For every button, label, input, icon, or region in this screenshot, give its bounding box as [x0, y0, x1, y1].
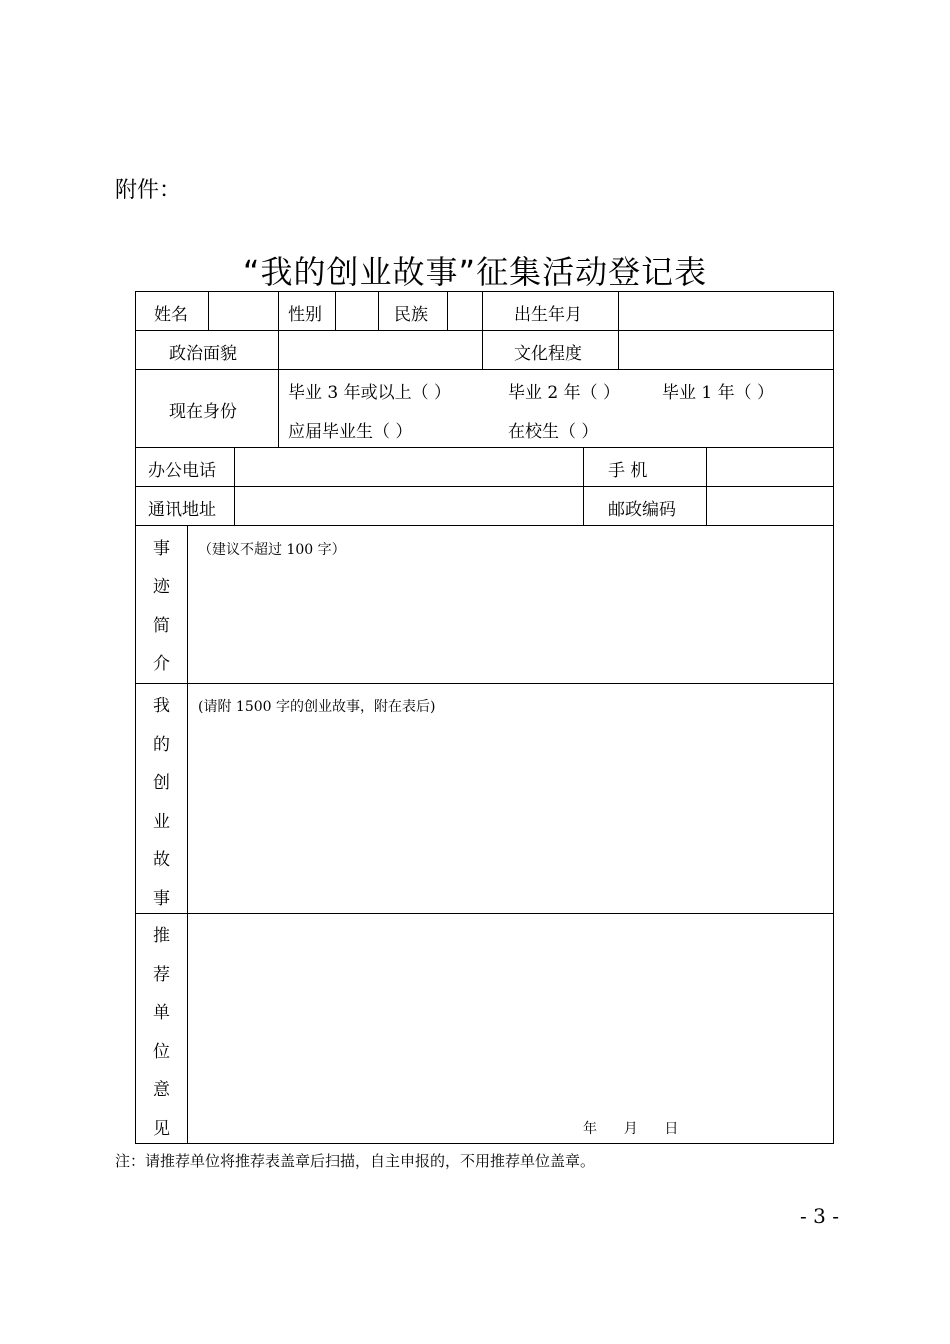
- political-label: 政治面貌: [169, 344, 237, 364]
- col-divider: [278, 292, 279, 447]
- summary-char: 介: [153, 653, 170, 674]
- story-char: 故: [153, 850, 170, 871]
- status-option-student[interactable]: 在校生（ ）: [508, 422, 599, 442]
- row-divider: [136, 913, 833, 914]
- story-char: 业: [153, 811, 170, 832]
- opinion-char: 荐: [153, 964, 170, 985]
- col-divider: [706, 447, 707, 525]
- page-number: - 3 -: [800, 1204, 839, 1228]
- opinion-label: [136, 928, 187, 1138]
- birth-label: 出生年月: [514, 305, 582, 325]
- opinion-char: 位: [153, 1041, 170, 1062]
- col-divider: [208, 292, 209, 330]
- col-divider: [335, 292, 336, 330]
- col-divider: [234, 447, 235, 525]
- summary-char: 简: [153, 615, 170, 636]
- ethnicity-label: 民族: [394, 305, 428, 325]
- col-divider: [618, 292, 619, 369]
- story-label: [136, 698, 187, 908]
- attachment-label: 附件：: [115, 178, 182, 203]
- col-divider: [187, 525, 188, 1143]
- opinion-char: 推: [153, 926, 170, 946]
- col-divider: [378, 292, 379, 330]
- education-label: 文化程度: [514, 344, 582, 364]
- postcode-label: 邮政编码: [608, 500, 676, 520]
- status-option-2yr[interactable]: 毕业 2 年（ ）: [508, 383, 621, 403]
- row-divider: [136, 683, 833, 684]
- summary-char: 事: [153, 539, 170, 559]
- form-title: “我的创业故事”征集活动登记表: [242, 253, 708, 291]
- row-divider: [136, 369, 833, 370]
- story-char: 创: [153, 773, 170, 794]
- opinion-char: 见: [153, 1118, 170, 1139]
- gender-label: 性别: [288, 305, 322, 325]
- opinion-char: 意: [153, 1080, 170, 1101]
- row-divider: [136, 447, 833, 448]
- address-label: 通讯地址: [148, 500, 216, 520]
- summary-label: [136, 541, 187, 673]
- story-char: 我: [153, 696, 170, 716]
- col-divider: [447, 292, 448, 330]
- col-divider: [482, 292, 483, 369]
- status-option-1yr[interactable]: 毕业 1 年（ ）: [662, 383, 775, 403]
- story-char: 事: [153, 888, 170, 909]
- row-divider: [136, 525, 833, 526]
- registration-form: [135, 291, 834, 1144]
- footnote: 注：请推荐单位将推荐表盖章后扫描，自主申报的，不用推荐单位盖章。: [115, 1152, 596, 1170]
- name-label: 姓名: [154, 305, 188, 325]
- story-hint: (请附 1500 字的创业故事，附在表后): [198, 699, 436, 715]
- status-option-fresh[interactable]: 应届毕业生（ ）: [288, 422, 413, 442]
- status-option-3yr[interactable]: 毕业 3 年或以上（ ）: [288, 383, 452, 403]
- office-phone-label: 办公电话: [148, 461, 216, 481]
- summary-hint: （建议不超过 100 字）: [198, 542, 346, 558]
- row-divider: [136, 330, 833, 331]
- status-label: 现在身份: [169, 402, 237, 422]
- mobile-label: 手 机: [608, 461, 648, 481]
- opinion-char: 单: [153, 1003, 170, 1024]
- row-divider: [136, 486, 833, 487]
- story-char: 的: [153, 734, 170, 755]
- summary-char: 迹: [153, 577, 170, 598]
- col-divider: [583, 447, 584, 525]
- date-line: 年 月 日: [583, 1121, 679, 1137]
